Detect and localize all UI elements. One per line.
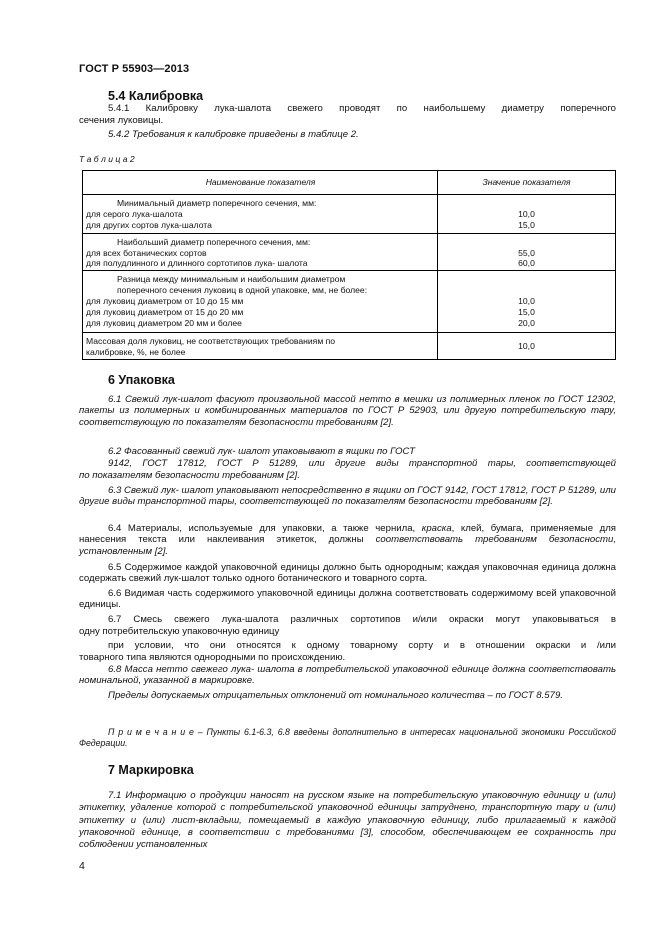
paragraph-6-1: 6.1 Свежий лук-шалот фасуют произвольной массой нетто в мешки из полимерных пленок по ГОСТ 12302, пакеты из полимерных и комбинированных материалов по ГОСТ Р 52903, или другую потребительскую тару, соответствующую по показателям безопасности требованиям [2].: [79, 394, 616, 428]
table-row: [83, 332, 615, 359]
paragraph-6-6: 6.6 Видимая часть содержимого упаковочной единицы должна соответствовать содержимому всей упаковочной единицы.: [79, 588, 616, 611]
table-cell-value: 15,0: [518, 307, 535, 317]
table-row: [83, 270, 615, 332]
table-row-sublabel: для серого лука-шалота: [86, 209, 183, 219]
paragraph-6-4-part: 6.4 Материалы, используемые для упаковки, а также чернила,: [108, 523, 422, 534]
document-header: ГОСТ Р 55903—2013: [79, 63, 190, 75]
paragraph-7-1: 7.1 Информацию о продукции наносят на русском языке на потребительскую упаковочную единицу и (или) этикетку, удаление которой с потребительской упаковочной единицы затруднено, транспортную тару и (или) этикетку и (или) лист-вкладыш, помещаемый в каждую упаковочную единицу, либо прилагаемый к каждой упаковочной единице, в соответствии с требованиями [3], способом, обеспечивающем ее сохранность при соблюдении установленных: [79, 790, 616, 851]
table-row-label: калибровке, %, не более: [86, 347, 186, 357]
table-cell-value: 55,0: [518, 248, 535, 258]
column-header-value: Значение показателя: [482, 177, 571, 187]
paragraph-6-4-part: , клей, бумага, применяемые для нанесения текста или наклеивания этикеток, должны: [79, 523, 617, 546]
table-row: [83, 194, 615, 233]
paragraph-6-2-line1: 6.2 Фасованный свежий лук- шалот упаковывают в ящики по ГОСТ: [108, 446, 415, 457]
paragraph-6-3: 6.3 Свежий лук- шалот упаковывают непосредственно в ящики оп ГОСТ 9142, ГОСТ 17812, ГОСТ Р 51289, или другие виды транспортной тары, соответствующей по показателям безопасности требованиям [2].: [79, 485, 616, 508]
section-title-6: 6 Упаковка: [108, 373, 175, 387]
table-row-sublabel: для луковиц диаметром от 10 до 15 мм: [86, 296, 244, 306]
table-cell-value: 15,0: [518, 220, 535, 230]
table-row-label: поперечного сечения луковиц в одной упаковке, мм, не более:: [117, 285, 368, 295]
paragraph-6-7-line2: одну потребительскую упаковочную единицу: [79, 626, 280, 637]
paragraph-6-8: 6.8 Масса нетто свежего лука- шалота в потребительской упаковочной единице должна соответствовать номинальной, указанной в маркировке.: [79, 664, 616, 687]
page-number: 4: [79, 860, 85, 872]
paragraph-6-4-part: краска: [421, 523, 452, 534]
table-row-label: Разница между минимальным и наибольшим диаметром: [117, 274, 346, 284]
paragraph-5-4-1-line2: сечения луковицы.: [79, 115, 164, 126]
calibration-table: [82, 170, 616, 360]
paragraph-6-5: 6.5 Содержимое каждой упаковочной единицы должно быть однородным; каждая упаковочная единица должна содержать свежий лук-шалот только одного ботанического и товарного сорта.: [79, 562, 616, 585]
paragraph-6-7-line3: при условии, что они относятся к одному товарному сорту и в отношении окраски и /или: [108, 640, 616, 651]
column-header-name: Наименование показателя: [205, 177, 316, 187]
table-cell-value: 10,0: [518, 341, 535, 351]
table-row-sublabel: для полудлинного и длинного сортотипов лука- шалота: [86, 258, 308, 268]
table-cell-value: 10,0: [518, 296, 535, 306]
paragraph-5-4-2: 5.4.2 Требования к калибровке приведены в таблице 2.: [108, 129, 359, 140]
table-cell-value: 10,0: [518, 209, 535, 219]
paragraph-6-7-line1: 6.7 Смесь свежего лука-шалота различных сортотипов и/или окраски могут упаковываться в: [108, 614, 616, 625]
table-row-sublabel: для всех ботанических сортов: [86, 248, 207, 258]
table-row-label: Наибольший диаметр поперечного сечения, мм:: [117, 237, 311, 247]
paragraph-5-4-1-line1: 5.4.1 Калибровку лука-шалота свежего проводят по наибольшему диаметру поперечного: [108, 103, 616, 114]
paragraph-6-4: [79, 523, 616, 557]
table-header-row: [83, 171, 615, 194]
paragraph-6-7-line4: товарного типа являются однородными по происхождению.: [79, 652, 346, 663]
paragraph-6-4-part: соответствовать требованиям безопасности, установленным [2].: [79, 534, 616, 557]
table-caption: Т а б л и ц а 2: [79, 154, 135, 164]
paragraph-6-2-line2: 9142, ГОСТ 17812, ГОСТ Р 51289, или другие виды транспортной тары, соответствующей: [108, 458, 616, 469]
table-row-sublabel: для других сортов лука-шалота: [86, 220, 212, 230]
section-title-7: 7 Маркировка: [108, 763, 194, 777]
table-cell-value: 60,0: [518, 258, 535, 268]
paragraph-6-8-limits: Пределы допускаемых отрицательных отклонений от номинального количества – по ГОСТ 8.579.: [108, 690, 563, 701]
table-row-label: Массовая доля луковиц, не соответствующих требованиям по: [86, 336, 336, 346]
table-cell-value: 20,0: [518, 318, 535, 328]
section-title-5-4: 5.4 Калибровка: [108, 89, 204, 103]
table-row-sublabel: для луковиц диаметром 20 мм и более: [86, 318, 242, 328]
note: П р и м е ч а н и е – Пункты 6.1-6.3, 6.8 введены дополнительно в интересах национальной экономики Российской Федерации.: [79, 727, 616, 749]
table-row-label: Минимальный диаметр поперечного сечения, мм:: [117, 198, 317, 208]
table-row-sublabel: для луковиц диаметром от 15 до 20 мм: [86, 307, 244, 317]
table-row: [83, 233, 615, 270]
paragraph-6-2-line3: по показателям безопасности требованиям [2].: [79, 470, 300, 481]
